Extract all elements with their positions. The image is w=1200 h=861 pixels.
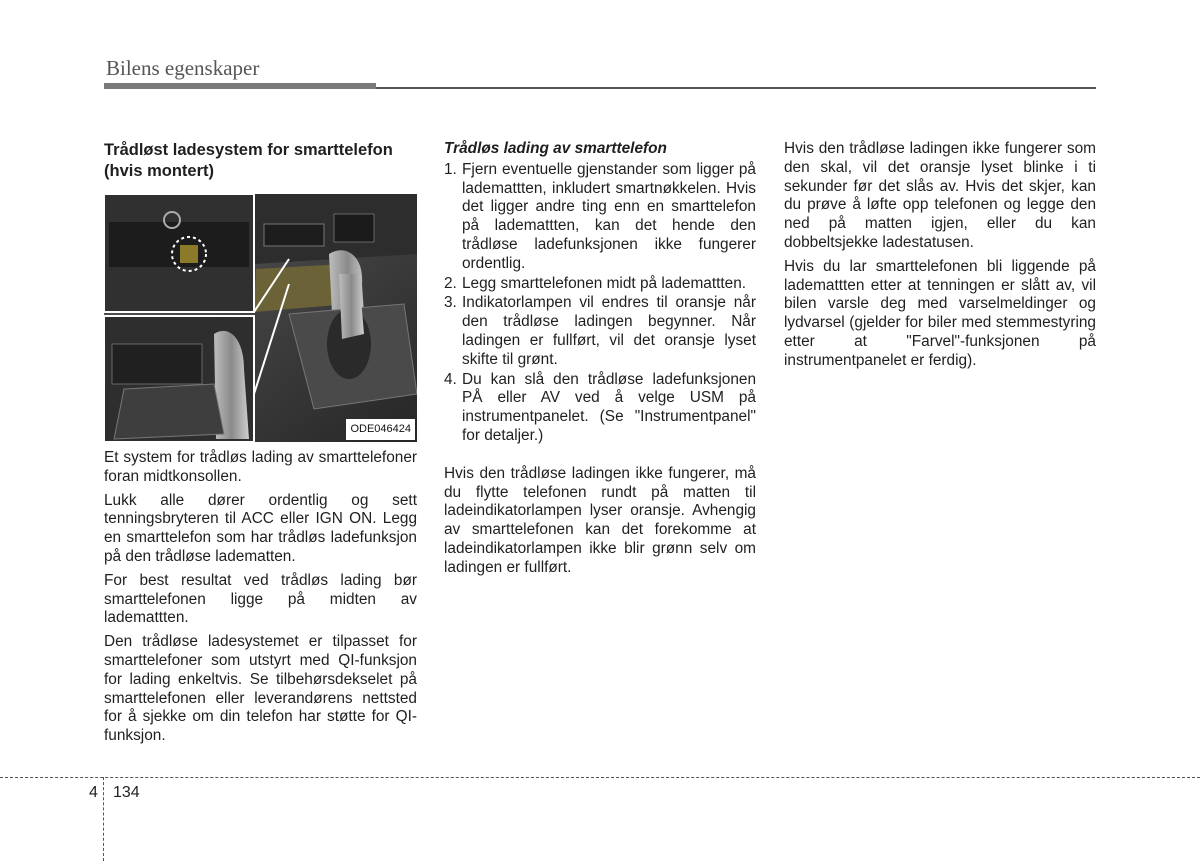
paragraph: Hvis den trådløse ladingen ikke fungerer, må du flytte telefonen rundt på matten til ladeindikatorlampen lyser oransje. Avhengig av smarttelefonen kan det forekomme at ladeindikatorlampen ikke blir grønn selv om ladingen er fullført. [444,464,756,576]
step-text: Legg smarttelefonen midt på lademattten. [462,274,747,292]
column-left [104,140,417,751]
list-item [444,294,756,369]
footer-vertical-rule [103,777,104,861]
step-text: Indikatorlampen vil endres til oransje når den trådløse ladingen begynner. Når ladingen er fullført, vil det oransje lyset skifte til grønt. [462,294,756,368]
figure-code: ODE046424 [346,419,415,440]
step-text: Du kan slå den trådløse ladefunksjonen PÅ eller AV ved å velge USM på instrumentpanelet. (Se "Instrumentpanel" for detaljer.) [462,370,756,444]
spacer [444,447,756,465]
footer-rule [0,777,1200,778]
page-number: 134 [113,784,140,801]
list-item [444,161,756,274]
paragraph: Den trådløse ladesystemet er tilpasset for smarttelefoner som utstyrt med QI-funksjon for lading enkeltvis. Se tilbehørsdekselet på smarttelefonen eller leverandørens nettsted for å sjekke om din telefon har støtte for QI-funksjon. [104,633,417,745]
running-header: Bilens egenskaper [106,56,260,80]
step-number: 4. [444,370,457,388]
paragraph: Lukk alle dører ordentlig og sett tenningsbryteren til ACC eller IGN ON. Legg en smarttelefon som har trådløs ladefunksjon på den trådløse ladematten. [104,491,417,565]
console-photo [104,194,417,442]
sub-heading: Trådløs lading av smarttelefon [444,140,667,157]
paragraph: Et system for trådløs lading av smarttelefoner foran midtkonsollen. [104,449,417,485]
step-text: Fjern eventuelle gjenstander som ligger på lademattten, inkludert smartnøkkelen. Hvis det ligger andre ting enn en smarttelefon på lademattten, kan det hende den trådløse ladefunksjonen ikke fungerer ordentlig. [462,160,756,272]
paragraph: Hvis du lar smarttelefonen bli liggende på lademattten etter at tenningen er slått av, vil bilen varsle deg med varselmeldinger og lydvarsel (gjelder for biler med stemmestyring etter at "Farvel"-funksjonen på instrumentpanelet er ferdig). [784,257,1096,369]
header-rule-thin [376,87,1096,89]
list-item [444,275,756,294]
section-heading: Trådløst ladesystem for smarttelefon (hvis montert) [104,141,393,180]
column-right [784,140,1096,376]
steps-list [444,161,756,446]
step-number: 1. [444,160,457,178]
chapter-number: 4 [89,784,98,801]
header-rule-thick [104,83,376,89]
step-number: 3. [444,294,457,312]
step-number: 2. [444,274,457,292]
column-middle [444,140,756,583]
paragraph: Hvis den trådløse ladingen ikke fungerer som den skal, vil det oransje lyset blinke i ti sekunder før det slås av. Hvis det skjer, kan du prøve å løfte opp telefonen og legge den ned på matten igjen, eller du kan dobbeltsjekke ladestatusen. [784,140,1096,251]
console-illustration [104,194,417,442]
paragraph: For best resultat ved trådløs lading bør smarttelefonen ligge på midten av lademattten. [104,571,417,627]
list-item [444,371,756,446]
